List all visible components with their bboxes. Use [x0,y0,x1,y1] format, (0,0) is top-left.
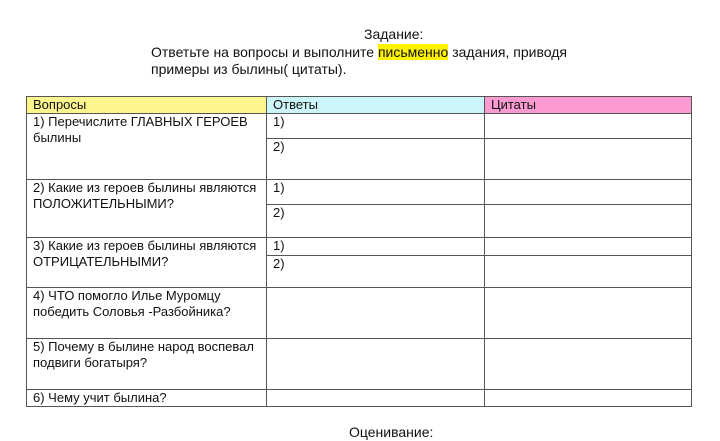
table-header-row [27,97,692,114]
answer-cell[interactable]: 1) [267,114,485,139]
table-row [27,238,692,256]
question-cell: 4) ЧТО помогло Илье Муромцу победить Соловья -Разбойника? [27,288,267,339]
grading-label: Оценивание: [349,424,434,440]
table-row [27,288,692,339]
answer-cell[interactable]: 2) [267,256,485,288]
task-instruction [151,44,567,78]
question-cell: 6) Чему учит былина? [27,390,267,407]
answer-cell[interactable]: 2) [267,139,485,180]
answer-cell[interactable] [267,339,485,390]
column-header-quotes: Цитаты [485,97,692,114]
quote-cell[interactable] [485,238,692,256]
table-row [27,339,692,390]
question-cell: 2) Какие из героев былины являются ПОЛОЖИТЕЛЬНЫМИ? [27,180,267,238]
quote-cell[interactable] [485,390,692,407]
column-header-answers: Ответы [267,97,485,114]
answer-cell[interactable] [267,288,485,339]
answer-cell[interactable] [267,390,485,407]
quote-cell[interactable] [485,339,692,390]
table-row [27,114,692,139]
task-title: Задание: [364,26,424,42]
instruction-text: Ответьте на вопросы и выполните [151,44,378,60]
instruction-line-2: примеры из былины( цитаты). [151,61,347,77]
question-cell: 3) Какие из героев былины являются ОТРИЦАТЕЛЬНЫМИ? [27,238,267,288]
quote-cell[interactable] [485,139,692,180]
quote-cell[interactable] [485,256,692,288]
answer-cell[interactable]: 1) [267,180,485,205]
highlighted-word: письменно [377,44,449,60]
quote-cell[interactable] [485,180,692,205]
quote-cell[interactable] [485,114,692,139]
questions-table [26,96,692,407]
question-cell: 1) Перечислите ГЛАВНЫХ ГЕРОЕВ былины [27,114,267,180]
instruction-line-1 [151,44,567,61]
table-row [27,180,692,205]
quote-cell[interactable] [485,205,692,238]
instruction-text-end: задания, приводя [448,44,567,60]
quote-cell[interactable] [485,288,692,339]
answer-cell[interactable]: 1) [267,238,485,256]
column-header-questions: Вопросы [27,97,267,114]
answer-cell[interactable]: 2) [267,205,485,238]
question-cell: 5) Почему в былине народ воспевал подвиги богатыря? [27,339,267,390]
table-row [27,390,692,407]
